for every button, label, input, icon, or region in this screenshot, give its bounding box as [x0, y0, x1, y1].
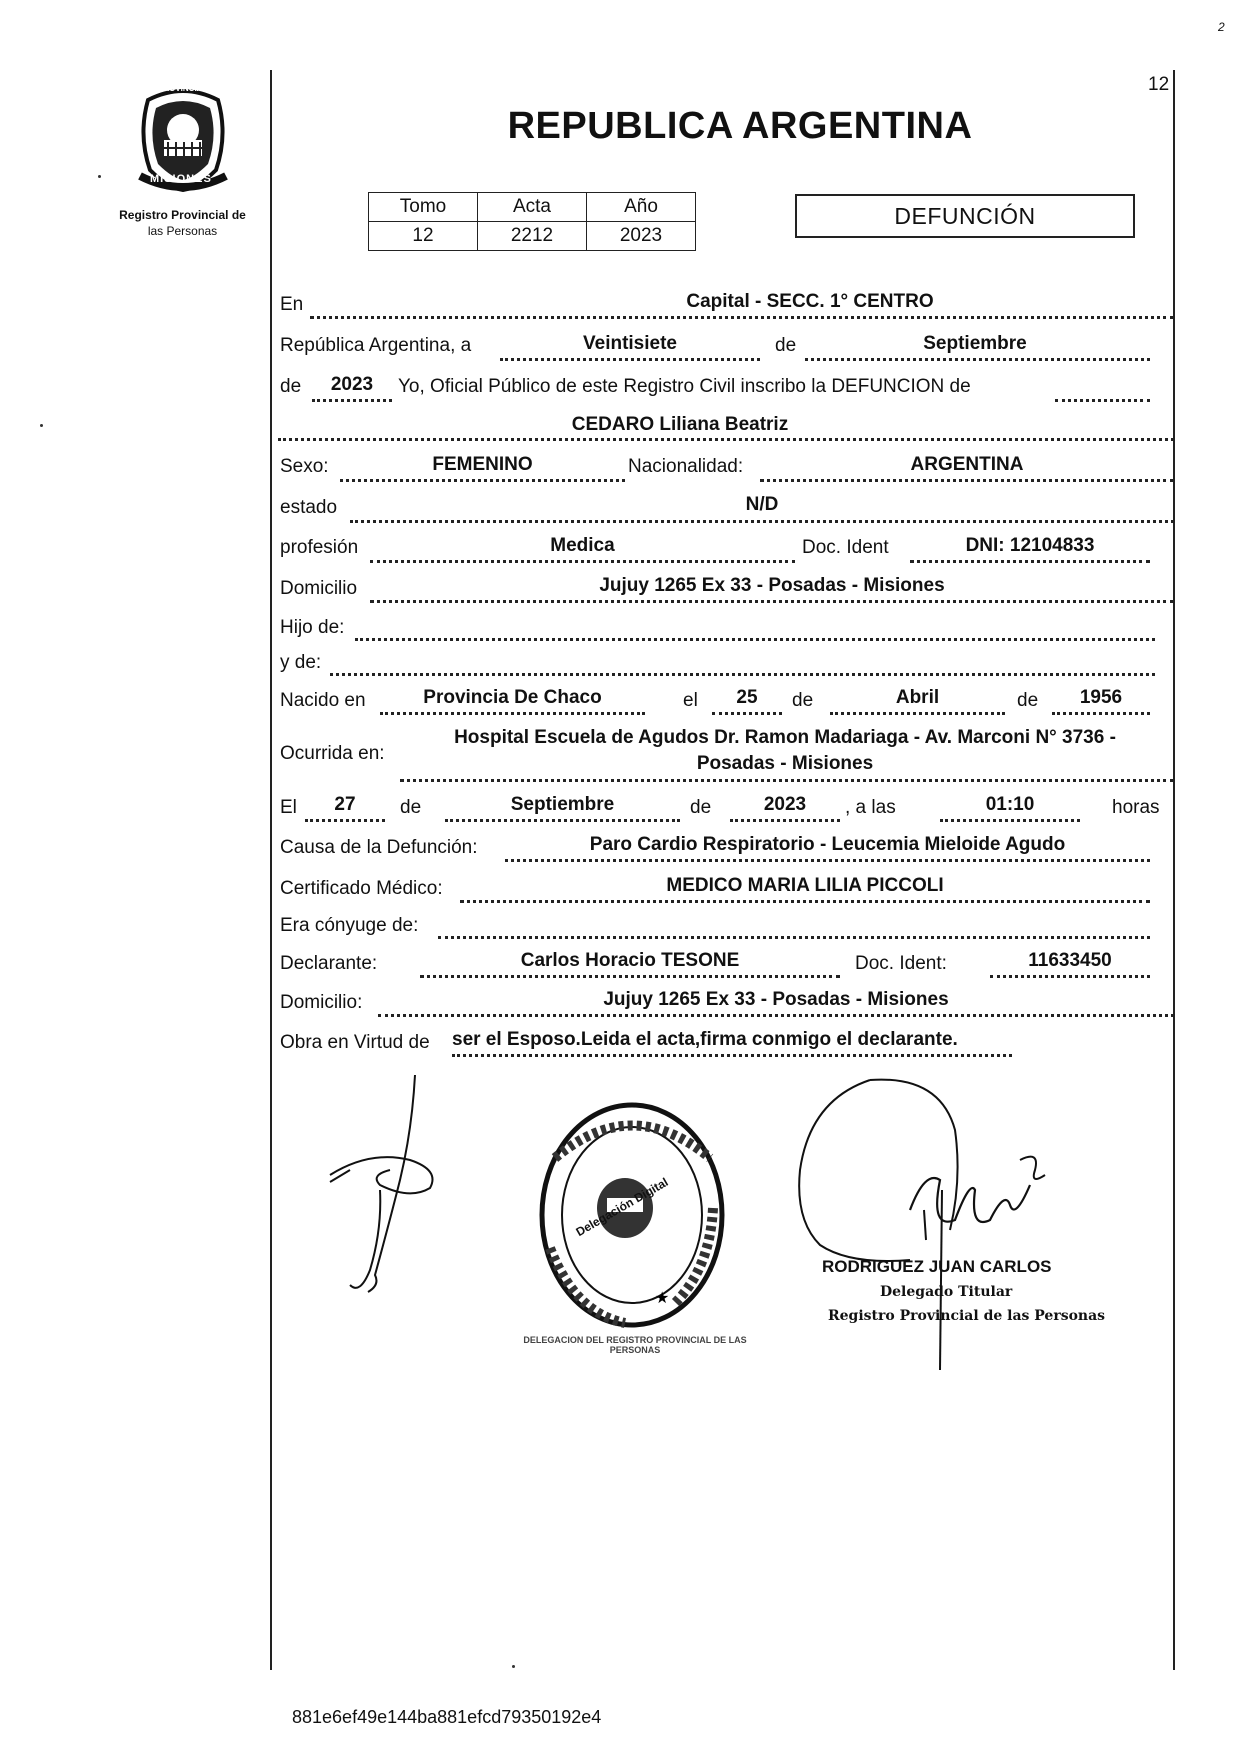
- birth-day-dotted-line: [712, 712, 782, 715]
- death-time-dotted-line: [940, 819, 1080, 822]
- doc-label: Doc. Ident: [802, 537, 889, 558]
- en-label: En: [280, 294, 304, 315]
- obra-label: Obra en Virtud de: [280, 1032, 430, 1053]
- doc2-dotted-line: [990, 975, 1150, 978]
- seal-text-top: PROVINCIA DE: [158, 84, 216, 93]
- de-label: de: [775, 335, 797, 356]
- causa-value: Paro Cardio Respiratorio - Leucemia Mieloide Agudo: [589, 834, 1066, 855]
- doc-value: DNI: 12104833: [965, 535, 1095, 556]
- ocurrida-dotted-line: [400, 779, 1174, 782]
- left-margin-rule: [270, 70, 272, 1670]
- el2-label: El: [280, 797, 297, 818]
- year-value: 2023: [330, 374, 374, 395]
- birth-year: 1956: [1079, 687, 1123, 708]
- year-dotted-line: [312, 399, 392, 402]
- inscribo-dotted-line: [1055, 399, 1150, 402]
- hijo-label: Hijo de:: [280, 617, 345, 638]
- death-de1-label: de: [400, 797, 422, 818]
- birth-month-dotted-line: [830, 712, 1005, 715]
- nacionalidad-label: Nacionalidad:: [628, 456, 744, 477]
- domicilio2-label: Domicilio:: [280, 992, 363, 1013]
- estado-dotted-line: [350, 520, 1174, 523]
- profesion-label: profesión: [280, 537, 359, 558]
- sexo-dotted-line: [340, 479, 625, 482]
- death-year-dotted-line: [730, 819, 840, 822]
- stamp-inner-text: Delegación Digital: [573, 1174, 671, 1240]
- ocurrida-line2: Posadas - Misiones: [696, 753, 874, 774]
- sexo-label: Sexo:: [280, 456, 329, 477]
- day-words: Veintisiete: [583, 333, 677, 354]
- nacido-value: Provincia De Chaco: [423, 687, 602, 708]
- record-table-cell: 2212: [478, 222, 587, 251]
- conyuge-dotted-line: [438, 936, 1150, 939]
- causa-dotted-line: [505, 859, 1150, 862]
- domicilio-label: Domicilio: [280, 578, 358, 599]
- doc-dotted-line: [910, 560, 1150, 563]
- death-day: 27: [334, 794, 356, 815]
- horas-label: horas: [1112, 797, 1160, 818]
- domicilio2-value: Jujuy 1265 Ex 33 - Posadas - Misiones: [603, 989, 949, 1010]
- obra-value: ser el Esposo.Leida el acta,firma conmigo el declarante.: [452, 1029, 958, 1050]
- ocurrida-label: Ocurrida en:: [280, 743, 385, 764]
- official-signature: [790, 1070, 1100, 1370]
- deceased-name: CEDARO Liliana Beatriz: [571, 414, 789, 435]
- record-table-cell: 12: [369, 222, 478, 251]
- record-table-header: Acta: [478, 193, 587, 222]
- republica-label: República Argentina, a: [280, 335, 472, 356]
- death-month: Septiembre: [510, 794, 615, 815]
- birth-year-dotted-line: [1052, 712, 1150, 715]
- footer-hash: 881e6ef49e144ba881efcd79350192e4: [292, 1707, 602, 1727]
- death-time: 01:10: [985, 794, 1035, 815]
- birth-de1-label: de: [792, 690, 814, 711]
- record-table-header-row: [369, 193, 696, 222]
- en-dotted-line: [310, 316, 1174, 319]
- domicilio-dotted-line: [370, 600, 1174, 603]
- record-table-header: Tomo: [369, 193, 478, 222]
- el-label: el: [683, 690, 698, 711]
- record-table: [368, 192, 696, 251]
- yde-label: y de:: [280, 652, 322, 673]
- nacido-dotted-line: [380, 712, 645, 715]
- record-table-header: Año: [587, 193, 696, 222]
- estado-value: N/D: [745, 494, 779, 515]
- scan-dot: [40, 424, 43, 427]
- profesion-dotted-line: [370, 560, 795, 563]
- alas-label: , a las: [845, 797, 896, 818]
- nacionalidad-value: ARGENTINA: [910, 454, 1024, 475]
- stamp-ring-text: DELEGACION DEL REGISTRO PROVINCIAL DE LAS PERSONAS: [523, 1335, 747, 1355]
- seal-text-bottom: MISIONES: [150, 173, 212, 185]
- declarant-signature: [320, 1070, 470, 1300]
- official-stamp: [535, 1098, 730, 1333]
- death-month-dotted-line: [445, 819, 680, 822]
- en-value: Capital - SECC. 1° CENTRO: [686, 291, 934, 312]
- conyuge-label: Era cónyuge de:: [280, 915, 419, 936]
- nacionalidad-dotted-line: [760, 479, 1174, 482]
- doc2-label: Doc. Ident:: [855, 953, 947, 974]
- profesion-value: Medica: [550, 535, 615, 556]
- birth-day: 25: [736, 687, 758, 708]
- nacido-label: Nacido en: [280, 690, 366, 711]
- domicilio2-dotted-line: [378, 1014, 1174, 1017]
- doc2-value: 11633450: [1028, 950, 1112, 971]
- certificado-value: MEDICO MARIA LILIA PICCOLI: [666, 875, 944, 896]
- official-name: RODRIGUEZ JUAN CARLOS: [822, 1257, 1052, 1276]
- corner-mark: 2: [1218, 20, 1225, 34]
- death-day-dotted-line: [305, 819, 385, 822]
- registry-name-line2: las Personas: [147, 224, 218, 238]
- record-table-value-row: [369, 222, 696, 251]
- yde-dotted-line: [330, 673, 1155, 676]
- name-dotted-line: [278, 438, 1174, 441]
- month-dotted-line: [805, 358, 1150, 361]
- month-value: Septiembre: [923, 333, 1027, 354]
- scan-dot: [98, 175, 101, 178]
- birth-de2-label: de: [1017, 690, 1039, 711]
- day-dotted-line: [500, 358, 760, 361]
- year-de-label: de: [280, 376, 302, 397]
- ocurrida-line1: Hospital Escuela de Agudos Dr. Ramon Madariaga - Av. Marconi N° 3736 -: [454, 727, 1116, 748]
- official-office: Registro Provincial de las Personas: [828, 1308, 1106, 1324]
- registry-name-line1: Registro Provincial de: [119, 208, 246, 222]
- scan-dot: [512, 1665, 515, 1668]
- svg-text:★: ★: [655, 1288, 670, 1307]
- right-margin-rule: [1173, 70, 1175, 1670]
- official-position: Delegado Titular: [880, 1284, 1013, 1300]
- death-year: 2023: [763, 794, 807, 815]
- certificado-dotted-line: [460, 900, 1150, 903]
- declarante-label: Declarante:: [280, 953, 378, 974]
- estado-label: estado: [280, 497, 338, 518]
- record-type-box: DEFUNCIÓN: [795, 194, 1135, 238]
- declarante-dotted-line: [420, 975, 840, 978]
- declarante-value: Carlos Horacio TESONE: [520, 950, 740, 971]
- page-title: REPUBLICA ARGENTINA: [507, 105, 973, 147]
- obra-dotted-line: [452, 1054, 1012, 1057]
- hijo-dotted-line: [355, 638, 1155, 641]
- birth-month: Abril: [895, 687, 940, 708]
- domicilio-value: Jujuy 1265 Ex 33 - Posadas - Misiones: [599, 575, 945, 596]
- sexo-value: FEMENINO: [432, 454, 533, 475]
- record-table-cell: 2023: [587, 222, 696, 251]
- causa-label: Causa de la Defunción:: [280, 837, 478, 858]
- page-number: 12: [1148, 74, 1170, 95]
- certificado-label: Certificado Médico:: [280, 878, 443, 899]
- death-de2-label: de: [690, 797, 712, 818]
- inscribo-text: Yo, Oficial Público de este Registro Civil inscribo la DEFUNCION de: [398, 376, 971, 397]
